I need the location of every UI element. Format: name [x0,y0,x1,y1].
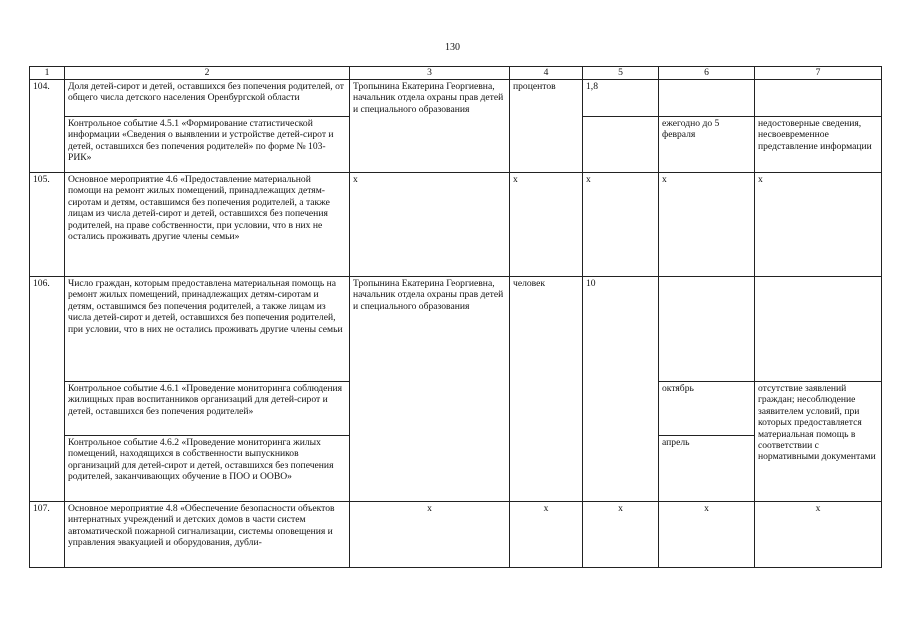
empty-cell [583,117,659,173]
event-deadline: октябрь [659,382,755,436]
control-event-text: Контрольное событие 4.5.1 «Формирование статистической информации «Сведения о выявлении и устройстве детей-сирот и детей, оставшихся без попечения родителей» по форме № 103-РИК» [65,117,350,173]
event-risk: x [755,502,882,568]
indicator-value: x [583,173,659,277]
event-risk: недостоверные сведения, несвоевременное представление информации [755,117,882,173]
unit-of-measure: x [510,173,583,277]
event-risk: отсутствие заявлений граждан; несоблюдение заявителем условий, при которых предоставляется материальная помощь в соответствии с нормативными документами [755,382,882,502]
table-row-106 [30,277,882,382]
table-header-row [30,67,882,80]
empty-cell [755,80,882,117]
indicator-value: 1,8 [583,80,659,117]
indicator-text: Число граждан, которым предоставлена материальная помощь на ремонт жилых помещений, принадлежащих детям-сиротам и детям, оставшимся без попечения родителей, а также лицам из числа детей-сирот и детей, оставшихся без попечения родителей, при условии, что в них не остались проживать другие члены семьи [65,277,350,382]
indicator-text: Основное мероприятие 4.8 «Обеспечение безопасности объектов интернатных учреждений и детских домов в части систем автоматической пожарной сигнализации, системы оповещения и управления эвакуацией и оборудования, дубли- [65,502,350,568]
unit-of-measure: процентов [510,80,583,173]
row-number: 104. [30,80,65,173]
event-deadline: ежегодно до 5 февраля [659,117,755,173]
row-number: 105. [30,173,65,277]
header-cell-7: 7 [755,67,882,80]
header-cell-1: 1 [30,67,65,80]
event-deadline: x [659,173,755,277]
header-cell-4: 4 [510,67,583,80]
control-event-text: Контрольное событие 4.6.2 «Проведение мониторинга жилых помещений, находящихся в собственности выпускников организаций для детей-сирот и детей, оставшихся без попечения родителей, заканчивающих обучение в ПОО и ООВО» [65,436,350,502]
header-cell-2: 2 [65,67,350,80]
control-event-text: Контрольное событие 4.6.1 «Проведение мониторинга соблюдения жилищных прав воспитанников организаций для детей-сирот и детей, оставшихся без попечения родителей» [65,382,350,436]
header-cell-3: 3 [350,67,510,80]
indicator-value: x [583,502,659,568]
unit-of-measure: x [510,502,583,568]
responsible-person: Тропынина Екатерина Георгиевна, начальник отдела охраны прав детей и специального образования [350,277,510,502]
page-number: 130 [445,42,460,53]
unit-of-measure: человек [510,277,583,502]
responsible-person: x [350,173,510,277]
responsible-person: Тропынина Екатерина Георгиевна, начальник отдела охраны прав детей и специального образования [350,80,510,173]
empty-cell [755,277,882,382]
event-deadline: x [659,502,755,568]
empty-cell [659,277,755,382]
header-cell-6: 6 [659,67,755,80]
empty-cell [659,80,755,117]
responsible-person: x [350,502,510,568]
data-table [29,66,882,568]
indicator-text: Доля детей-сирот и детей, оставшихся без попечения родителей, от общего числа детского населения Оренбургской области [65,80,350,117]
row-number: 106. [30,277,65,502]
event-risk: x [755,173,882,277]
indicator-text: Основное мероприятие 4.6 «Предоставление материальной помощи на ремонт жилых помещений, принадлежащих детям-сиротам и детям, оставшимся без попечения родителей, а также лицам из числа детей-сирот и детей, оставшихся без попечения родителей, на праве собственности, при условии, что в них не остались проживать другие члены семьи» [65,173,350,277]
row-number: 107. [30,502,65,568]
table-row-107 [30,502,882,568]
indicator-value: 10 [583,277,659,502]
event-deadline: апрель [659,436,755,502]
table-row-104 [30,80,882,117]
header-cell-5: 5 [583,67,659,80]
table-row-105 [30,173,882,277]
